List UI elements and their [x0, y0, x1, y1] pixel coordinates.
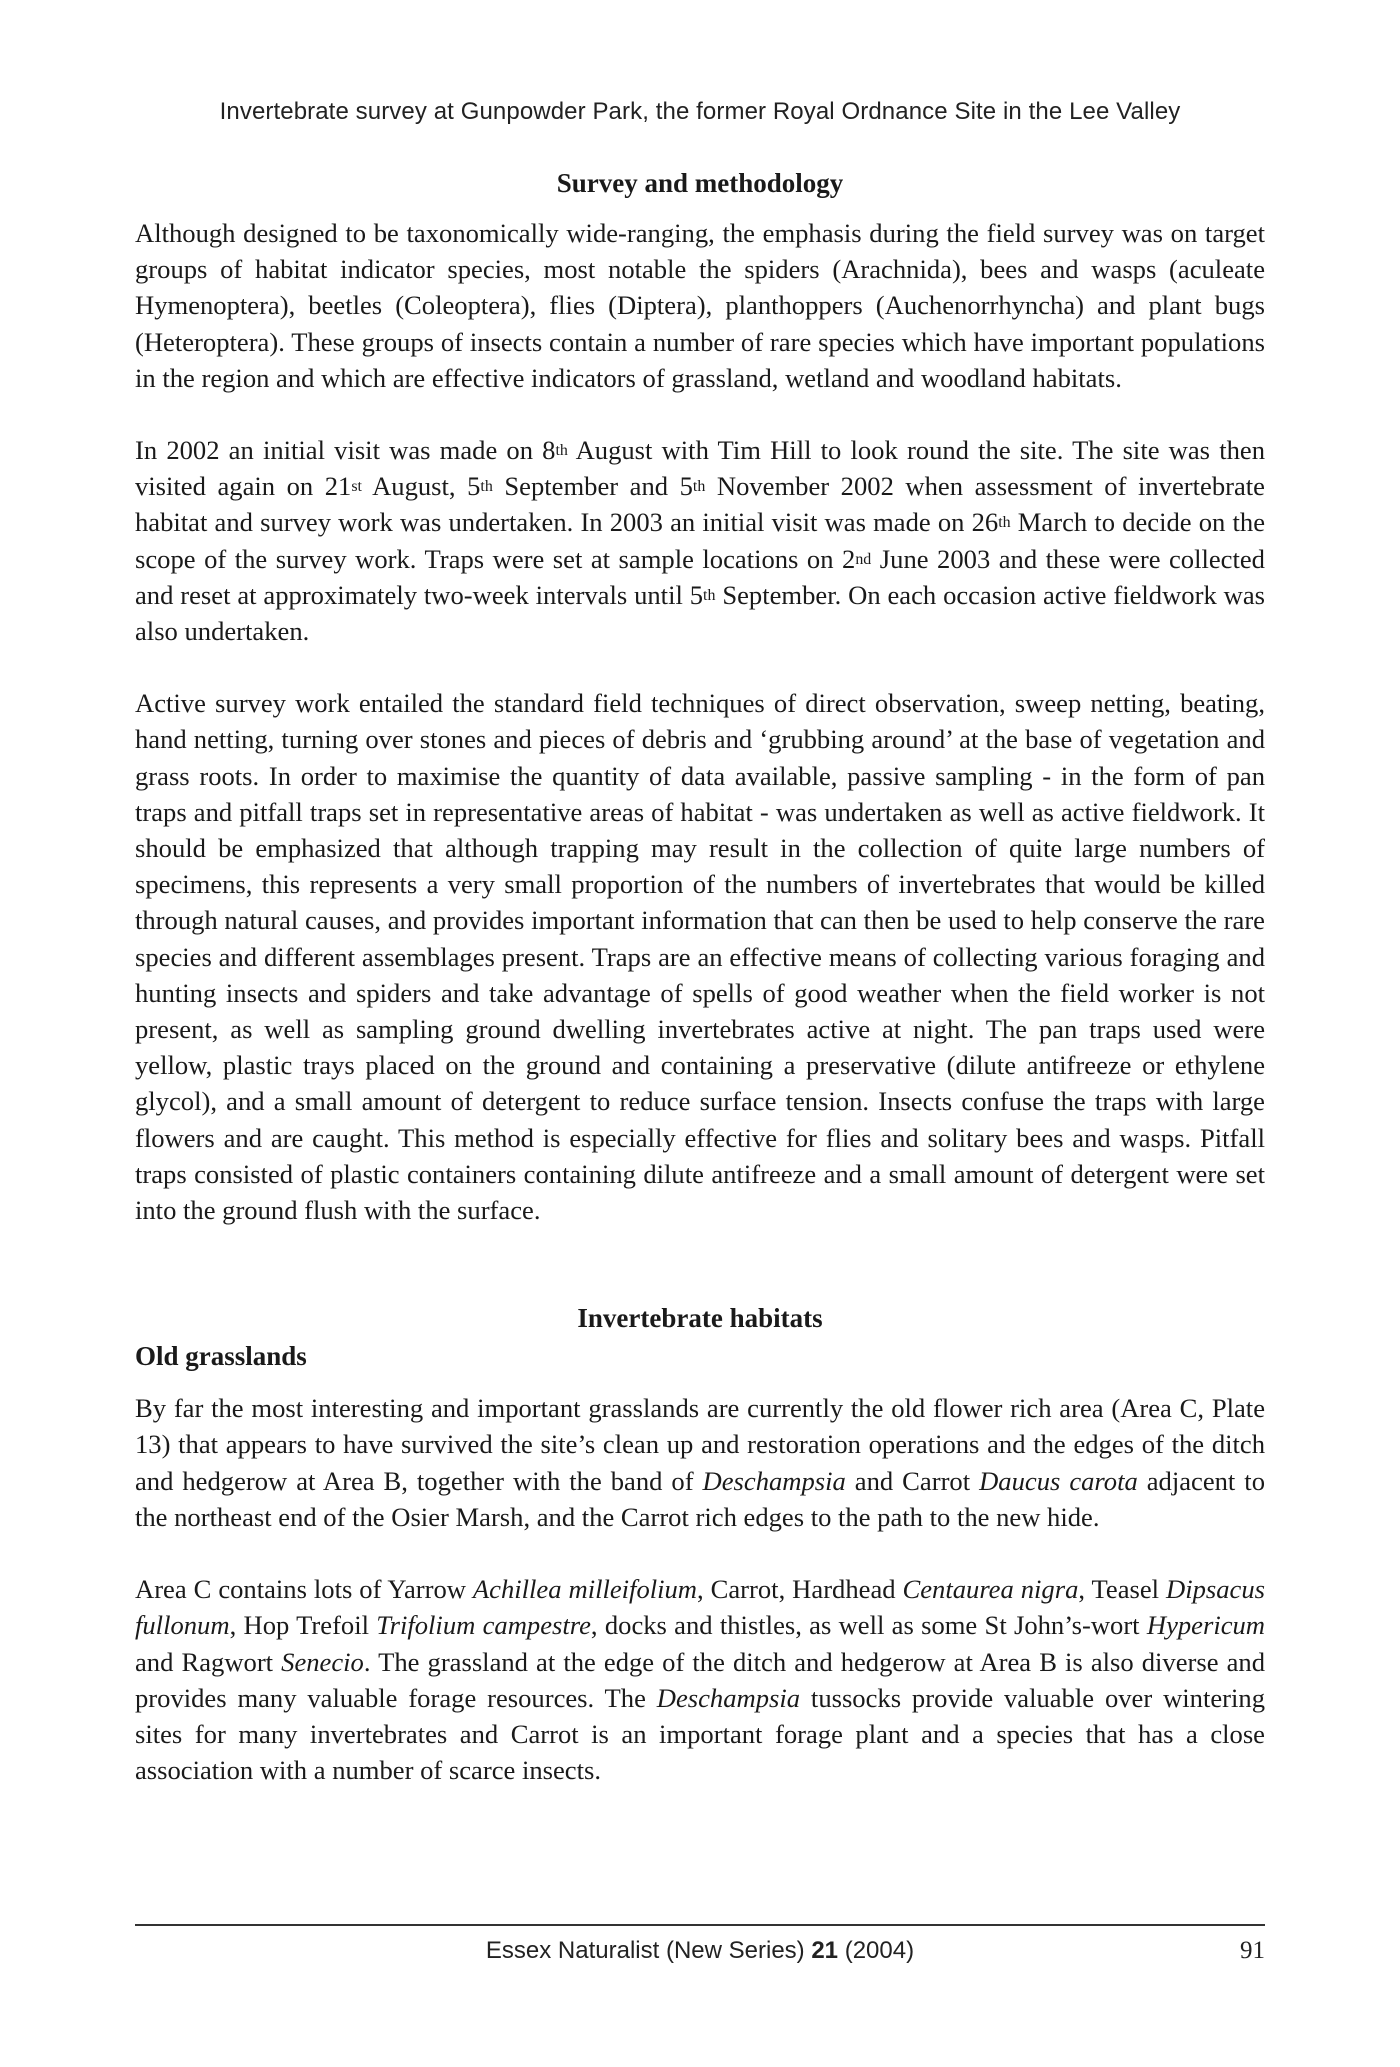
section-heading-invertebrate-habitats: Invertebrate habitats: [577, 1303, 823, 1334]
page-number: 91: [1240, 1937, 1265, 1964]
journal-citation: Essex Naturalist (New Series) 21 (2004): [485, 1937, 915, 1964]
paragraph-visits: In 2002 an initial visit was made on 8th August with Tim Hill to look round the site. The site was then visited again on 21st August, 5th September and 5th November 2002 when assessment of invertebrate habitat and survey work was undertaken. In 2003 an initial visit was made on 26th March to decide on the scope of the survey work. Traps were set at sample locations on 2nd June 2003 and these were collected and reset at approximately two-week intervals until 5th September. On each occasion active fieldwork was also undertaken.: [135, 435, 1265, 647]
section-heading-survey-methodology: Survey and methodology: [556, 168, 844, 198]
article-body: [135, 165, 1265, 1788]
paragraph-emphasis: Although designed to be taxonomically wide-ranging, the emphasis during the field survey was on target groups of habitat indicator species, most notable the spiders (Arachnida), bees and wasps (aculeate Hymenoptera), beetles (Coleoptera), flies (Diptera), planthoppers (Auchenorrhyncha) and plant bugs (Heteroptera). These groups of insects contain a number of rare species which have important populations in the region and which are effective indicators of grassland, wetland and woodland habitats.: [135, 218, 1265, 393]
page-footer: [135, 1937, 1265, 1971]
paragraph-area-c: Area C contains lots of Yarrow Achillea milleifolium, Carrot, Hardhead Centaurea nigra, Teasel Dipsacus fullonum, Hop Trefoil Trifolium campestre, docks and thistles, as well as some St John’s-wort Hypericum and Ragwort Senecio. The grassland at the edge of the ditch and hedgerow at Area B is also diverse and provides many valuable forage resources. The Deschampsia tussocks provide valuable over wintering sites for many invertebrates and Carrot is an important forage plant and a species that has a close association with a number of scarce insects.: [135, 1574, 1266, 1786]
subheading-old-grasslands: Old grasslands: [135, 1341, 307, 1372]
footer-divider: [135, 1924, 1265, 1926]
paragraph-grasslands: By far the most interesting and important grasslands are currently the old flower rich area (Area C, Plate 13) that appears to have survived the site’s clean up and restoration operations and the edges of the ditch and hedgerow at Area B, together with the band of Deschampsia and Carrot Daucus carota adjacent to the northeast end of the Osier Marsh, and the Carrot rich edges to the path to the new hide.: [135, 1393, 1265, 1532]
running-header: Invertebrate survey at Gunpowder Park, the former Royal Ordnance Site in the Lee Valley: [219, 98, 1181, 125]
paragraph-active-survey: Active survey work entailed the standard field techniques of direct observation, sweep netting, beating, hand netting, turning over stones and pieces of debris and ‘grubbing around’ at the base of vegetation and grass roots. In order to maximise the quantity of data available, passive sampling - in the form of pan traps and pitfall traps set in representative areas of habitat - was undertaken as well as active fieldwork. It should be emphasized that although trapping may result in the collection of quite large numbers of specimens, this represents a very small proportion of the numbers of invertebrates that would be killed through natural causes, and provides important information that can then be used to help conserve the rare species and different assemblages present. Traps are an effective means of collecting various foraging and hunting insects and spiders and take advantage of spells of good weather when the field worker is not present, as well as sampling ground dwelling invertebrates active at night. The pan traps used were yellow, plastic trays placed on the ground and containing a preservative (dilute antifreeze or ethylene glycol), and a small amount of detergent to reduce surface tension. Insects confuse the traps with large flowers and are caught. This method is especially effective for flies and solitary bees and wasps. Pitfall traps consisted of plastic containers containing dilute antifreeze and a small amount of detergent were set into the ground flush with the surface.: [135, 688, 1265, 1226]
